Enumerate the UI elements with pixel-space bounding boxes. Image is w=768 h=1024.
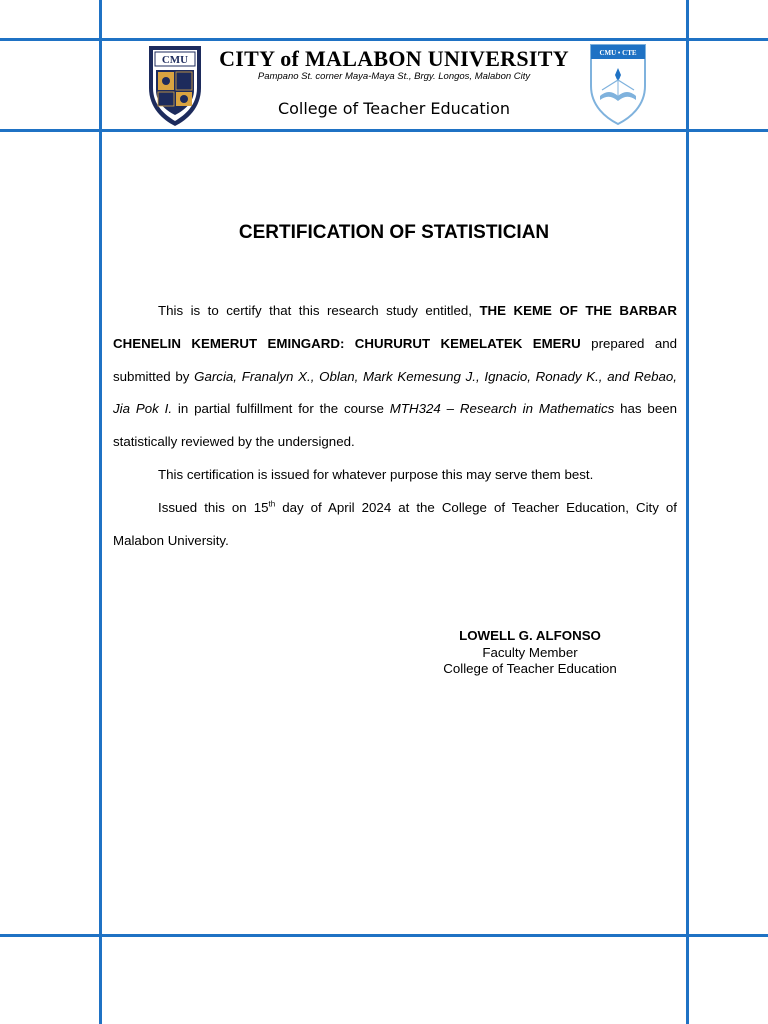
signatory-name: LOWELL G. ALFONSO <box>459 628 601 643</box>
university-name: CITY of MALABON UNIVERSITY <box>219 46 569 71</box>
course-name: MTH324 – Research in Mathematics <box>389 401 615 417</box>
submitted-by-text: prepared and submitted by <box>113 335 678 384</box>
university-address: Pampano St. corner Maya-Maya St., Brgy. Longos, Malabon City <box>257 71 531 82</box>
signatory-department: College of Teacher Education <box>443 661 617 677</box>
study-title: THE KEME OF THE BARBAR CHENELIN KEMERUT EMINGARD: CHURURUT KEMELATEK EMERU <box>113 303 677 351</box>
shield-lettering: CMU • CTE <box>599 49 637 57</box>
issued-date-rest: day of April 2024 at the College of Teacher Education, City of Malabon University. <box>113 499 677 548</box>
issued-date-prefix: Issued this on 15 <box>158 499 269 515</box>
paragraph-certification <box>113 295 677 459</box>
letterhead <box>100 38 688 130</box>
signature-block <box>430 628 630 678</box>
paragraph-purpose: This certification is issued for whatever purpose this may serve them best. <box>158 466 594 482</box>
college-shield-logo <box>588 42 648 126</box>
certificate-title: CERTIFICATION OF STATISTICIAN <box>238 222 550 243</box>
seal-lettering: CMU <box>161 54 189 66</box>
certificate-body <box>113 295 677 557</box>
course-intro-text: in partial fulfillment for the course <box>172 401 390 417</box>
signatory-position: Faculty Member <box>482 644 578 660</box>
intro-text: This is to certify that this research study entitled, <box>158 303 480 318</box>
border-bottom-line <box>0 934 768 937</box>
paragraph-issued <box>113 492 677 558</box>
author-names: Garcia, Franalyn X., Oblan, Mark Kemesung J., Ignacio, Ronady K., and Rebao, Jia Pok I. <box>113 368 677 417</box>
college-name: College of Teacher Education <box>277 99 511 118</box>
border-left-line <box>99 0 102 1024</box>
border-right-line <box>686 0 689 1024</box>
day-ordinal-suffix: th <box>268 499 276 509</box>
closing-text: has been statistically reviewed by the undersigned. <box>113 401 678 450</box>
